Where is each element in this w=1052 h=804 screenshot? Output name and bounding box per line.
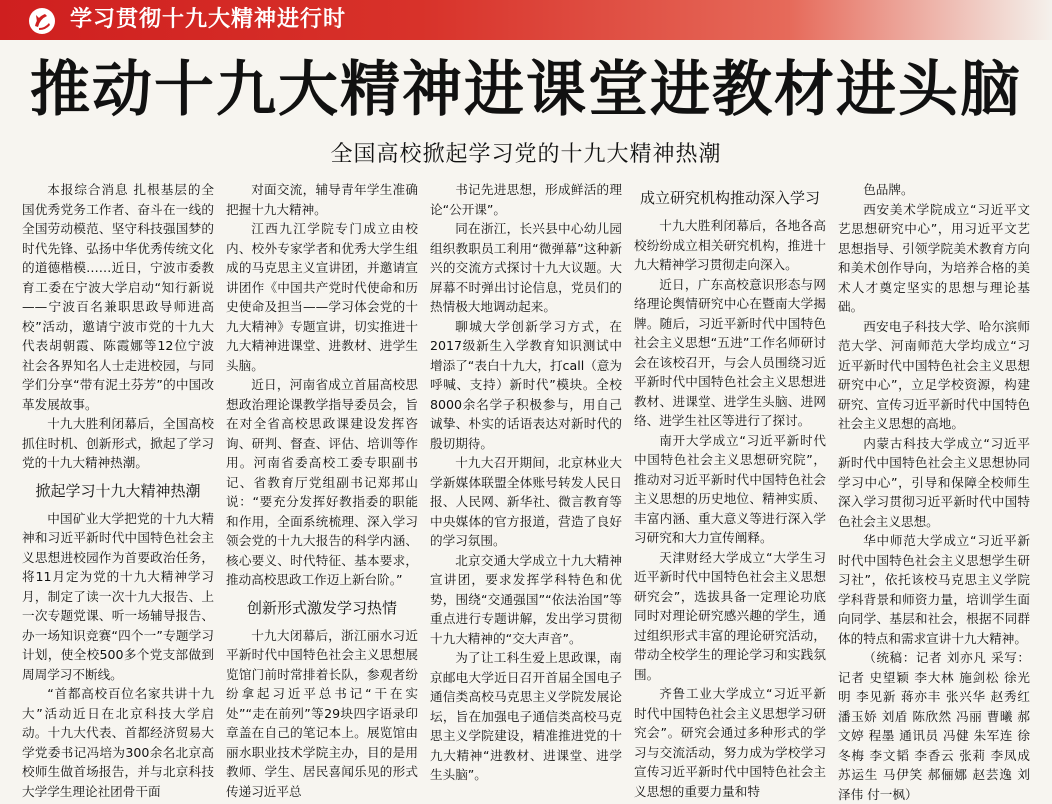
paragraph: 天津财经大学成立“大学生习近平新时代中国特色社会主义思想研究会”，选拔具备一定理论功底同时对理论研究感兴趣的学生，通过组织形式丰富的理论研究活动，带动全校学生的理论学习和实践氛围。 (634, 549, 826, 682)
paragraph: 同在浙江，长兴县中心幼儿园组织教职员工利用“微弹幕”这种新兴的交流方式探讨十九大议题。大屏幕不时弹出讨论信息，党员们的热情极大地调动起来。 (430, 221, 622, 314)
page-subheadline: 全国高校掀起学习党的十九大精神热潮 (330, 142, 722, 167)
paragraph: “首都高校百位名家共讲十九大”活动近日在北京科技大学启动。十九大代表、首都经济贸易大学党委书记冯培为300余名北京高校师生做首场报告，并与北京科技大学学生理论社团骨干面 (22, 686, 214, 799)
article-column-2 (226, 180, 418, 799)
paragraph: 北京交通大学成立十九大精神宣讲团，要求发挥学科特色和优势，围绕“交通强国”“依法治国”等重点进行专题讲解，发出学习贯彻十九大精神的“交大声音”。 (430, 552, 622, 646)
paragraph: 书记先进思想，形成鲜活的理论“公开课”。 (430, 182, 622, 217)
section-heading: 掀起学习十九大精神热潮 (35, 481, 201, 500)
byline-credits: （统稿：记者 刘亦凡 采写：记者 史望颖 李大林 施剑松 徐光明 李见新 蒋亦丰 张兴华 赵秀红 潘玉娇 刘盾 陈欣然 冯丽 曹曦 郝文婷 程墨 通讯员 冯健 朱军连 徐冬梅 李文韬 李香云 张莉 李凤成 苏运生 马伊笑 郝俪娜 赵芸逸 刘泽伟 付一枫） (838, 650, 1030, 802)
paragraph: 南开大学成立“习近平新时代中国特色社会主义思想研究院”，推动对习近平新时代中国特色社会主义思想的历史地位、精神实质、丰富内涵、重大意义等进行深入学习研究和大力宣传阐释。 (634, 432, 826, 545)
section-heading: 成立研究机构推动深入学习 (639, 189, 820, 207)
paragraph: 齐鲁工业大学成立“习近平新时代中国特色社会主义思想学习研究会”。研究会通过多种形式的学习与交流活动，努力成为学校学习宣传习近平新时代中国特色社会主义思想的重要力量和特 (634, 686, 826, 799)
paragraph: 十九大胜利闭幕后，全国高校抓住时机、创新形式，掀起了学习党的十九大精神热潮。 (22, 416, 214, 470)
paragraph: 江西九江学院专门成立由校内、校外专家学者和优秀大学生组成的马克思主义宣讲团，并邀请宣讲团作《中国共产党时代使命和历史使命及担当——学习体会党的十九大精神》专题宣讲，切实推进十九大精神进课堂、进教材、进学生头脑。 (226, 221, 418, 373)
article-column-1 (22, 180, 214, 799)
paragraph: 十九大召开期间，北京林业大学新媒体联盟全体账号转发人民日报、人民网、新华社、微言教育等中央媒体的官方报道，营造了良好的学习氛围。 (430, 455, 622, 548)
section-heading: 创新形式激发学习热情 (246, 598, 397, 617)
paragraph: 近日，河南省成立首届高校思想政治理论课教学指导委员会，旨在对全省高校思政课建设发挥咨询、研判、督查、评估、培训等作用。河南省委高校工委专职副书记、省教育厅党组副书记郑邦山说：“要充分发挥好教指委的职能和作用，全面系统梳理、深入学习领会党的十九大报告的科学内涵、核心要义、时代特征、基本要求，推动高校思政工作迈上新台阶。” (226, 377, 418, 587)
paragraph: 中国矿业大学把党的十九大精神和习近平新时代中国特色社会主义思想进校园作为首要政治任务，将11月定为党的十九大精神学习月，制定了读一次十九大报告、上一次专题党课、听一场辅导报告、办一场知识竞赛“四个一”专题学习计划，使全校500多个党支部做到周周学习不断线。 (22, 510, 214, 682)
paragraph: 内蒙古科技大学成立“习近平新时代中国特色社会主义思想协同学习中心”，引导和保障全校师生深入学习贯彻习近平新时代中国特色社会主义思想。 (838, 435, 1030, 529)
party-emblem-icon (28, 7, 56, 35)
paragraph: 为了让工科生爱上思政课，南京邮电大学近日召开首届全国电子通信类高校马克思主义学院发展论坛，旨在加强电子通信类高校马克思主义学院建设，精准推进党的十九大精神“进教材、进课堂、进学生头脑”。 (430, 650, 622, 782)
article-column-5 (838, 180, 1030, 802)
paragraph: 本报综合消息 扎根基层的全国优秀党务工作者、奋斗在一线的全国劳动模范、坚守科技强国梦的时代先锋、弘扬中华优秀传统文化的道德楷模……近日，宁波市委教育工委在宁波大学启动“知行新说——宁波百名兼职思政导师进高校”活动，邀请宁波市党的十九大代表胡朝霞、陈霞娜等12位宁波社会各界知名人士走进校园，与同学们分享“带有泥土芬芳”的中国改革发展故事。 (22, 182, 214, 412)
section-header-bar (0, 0, 1052, 40)
paragraph: 色品牌。 (863, 182, 914, 197)
paragraph: 聊城大学创新学习方式，在2017级新生入学教育知识测试中增添了“表白十九大，打call（意为呼喊、支持）新时代”模块。全校8000余名学子积极参与，用自己诚挚、朴实的话语表达对新时代的殷切期待。 (430, 318, 622, 451)
page-headline: 推动十九大精神进课堂进教材进头脑 (30, 55, 1022, 125)
paragraph: 十九大胜利闭幕后，各地各高校纷纷成立相关研究机构，推进十九大精神学习贯彻走向深入。 (634, 218, 826, 272)
article-body (22, 180, 1032, 802)
article-column-4 (634, 180, 826, 799)
paragraph: 十九大闭幕后，浙江丽水习近平新时代中国特色社会主义思想展览馆门前时常排着长队，参观者纷纷拿起习近平总书记“干在实处”“走在前列”等29块四字语录印章盖在自己的笔记本上。展览馆由丽水职业技术学院主办，目的是用教师、学生、居民喜闻乐见的形式传递习近平总 (226, 627, 418, 799)
paragraph: 近日，广东高校意识形态与网络理论舆情研究中心在暨南大学揭牌。随后，习近平新时代中国特色社会主义思想“五进”工作名师研讨会在该校召开，与会人员围绕习近平新时代中国特色社会主义思想进教材、进课堂、进学生头脑、进网络、进学生社区等进行了探讨。 (634, 276, 826, 428)
article-column-3 (430, 180, 622, 782)
section-title: 学习贯彻十九大精神进行时 (70, 7, 347, 32)
paragraph: 西安美术学院成立“习近平文艺思想研究中心”，用习近平文艺思想指导、引领学院美术教育方向和美术创作导向，为培养合格的美术人才奠定坚实的思想与理论基础。 (838, 201, 1030, 314)
paragraph: 对面交流，辅导青年学生准确把握十九大精神。 (226, 182, 418, 217)
paragraph: 华中师范大学成立“习近平新时代中国特色社会主义思想学生研习社”，依托该校马克思主义学院学科背景和师资力量，培训学生面向同学、基层和社会，根据不同群体的特点和需求宣讲十九大精神。 (838, 533, 1030, 646)
paragraph: 西安电子科技大学、哈尔滨师范大学、河南师范大学均成立“习近平新时代中国特色社会主义思想研究中心”，立足学校资源，构建研究、宣传习近平新时代中国特色社会主义思想的高地。 (838, 318, 1030, 431)
